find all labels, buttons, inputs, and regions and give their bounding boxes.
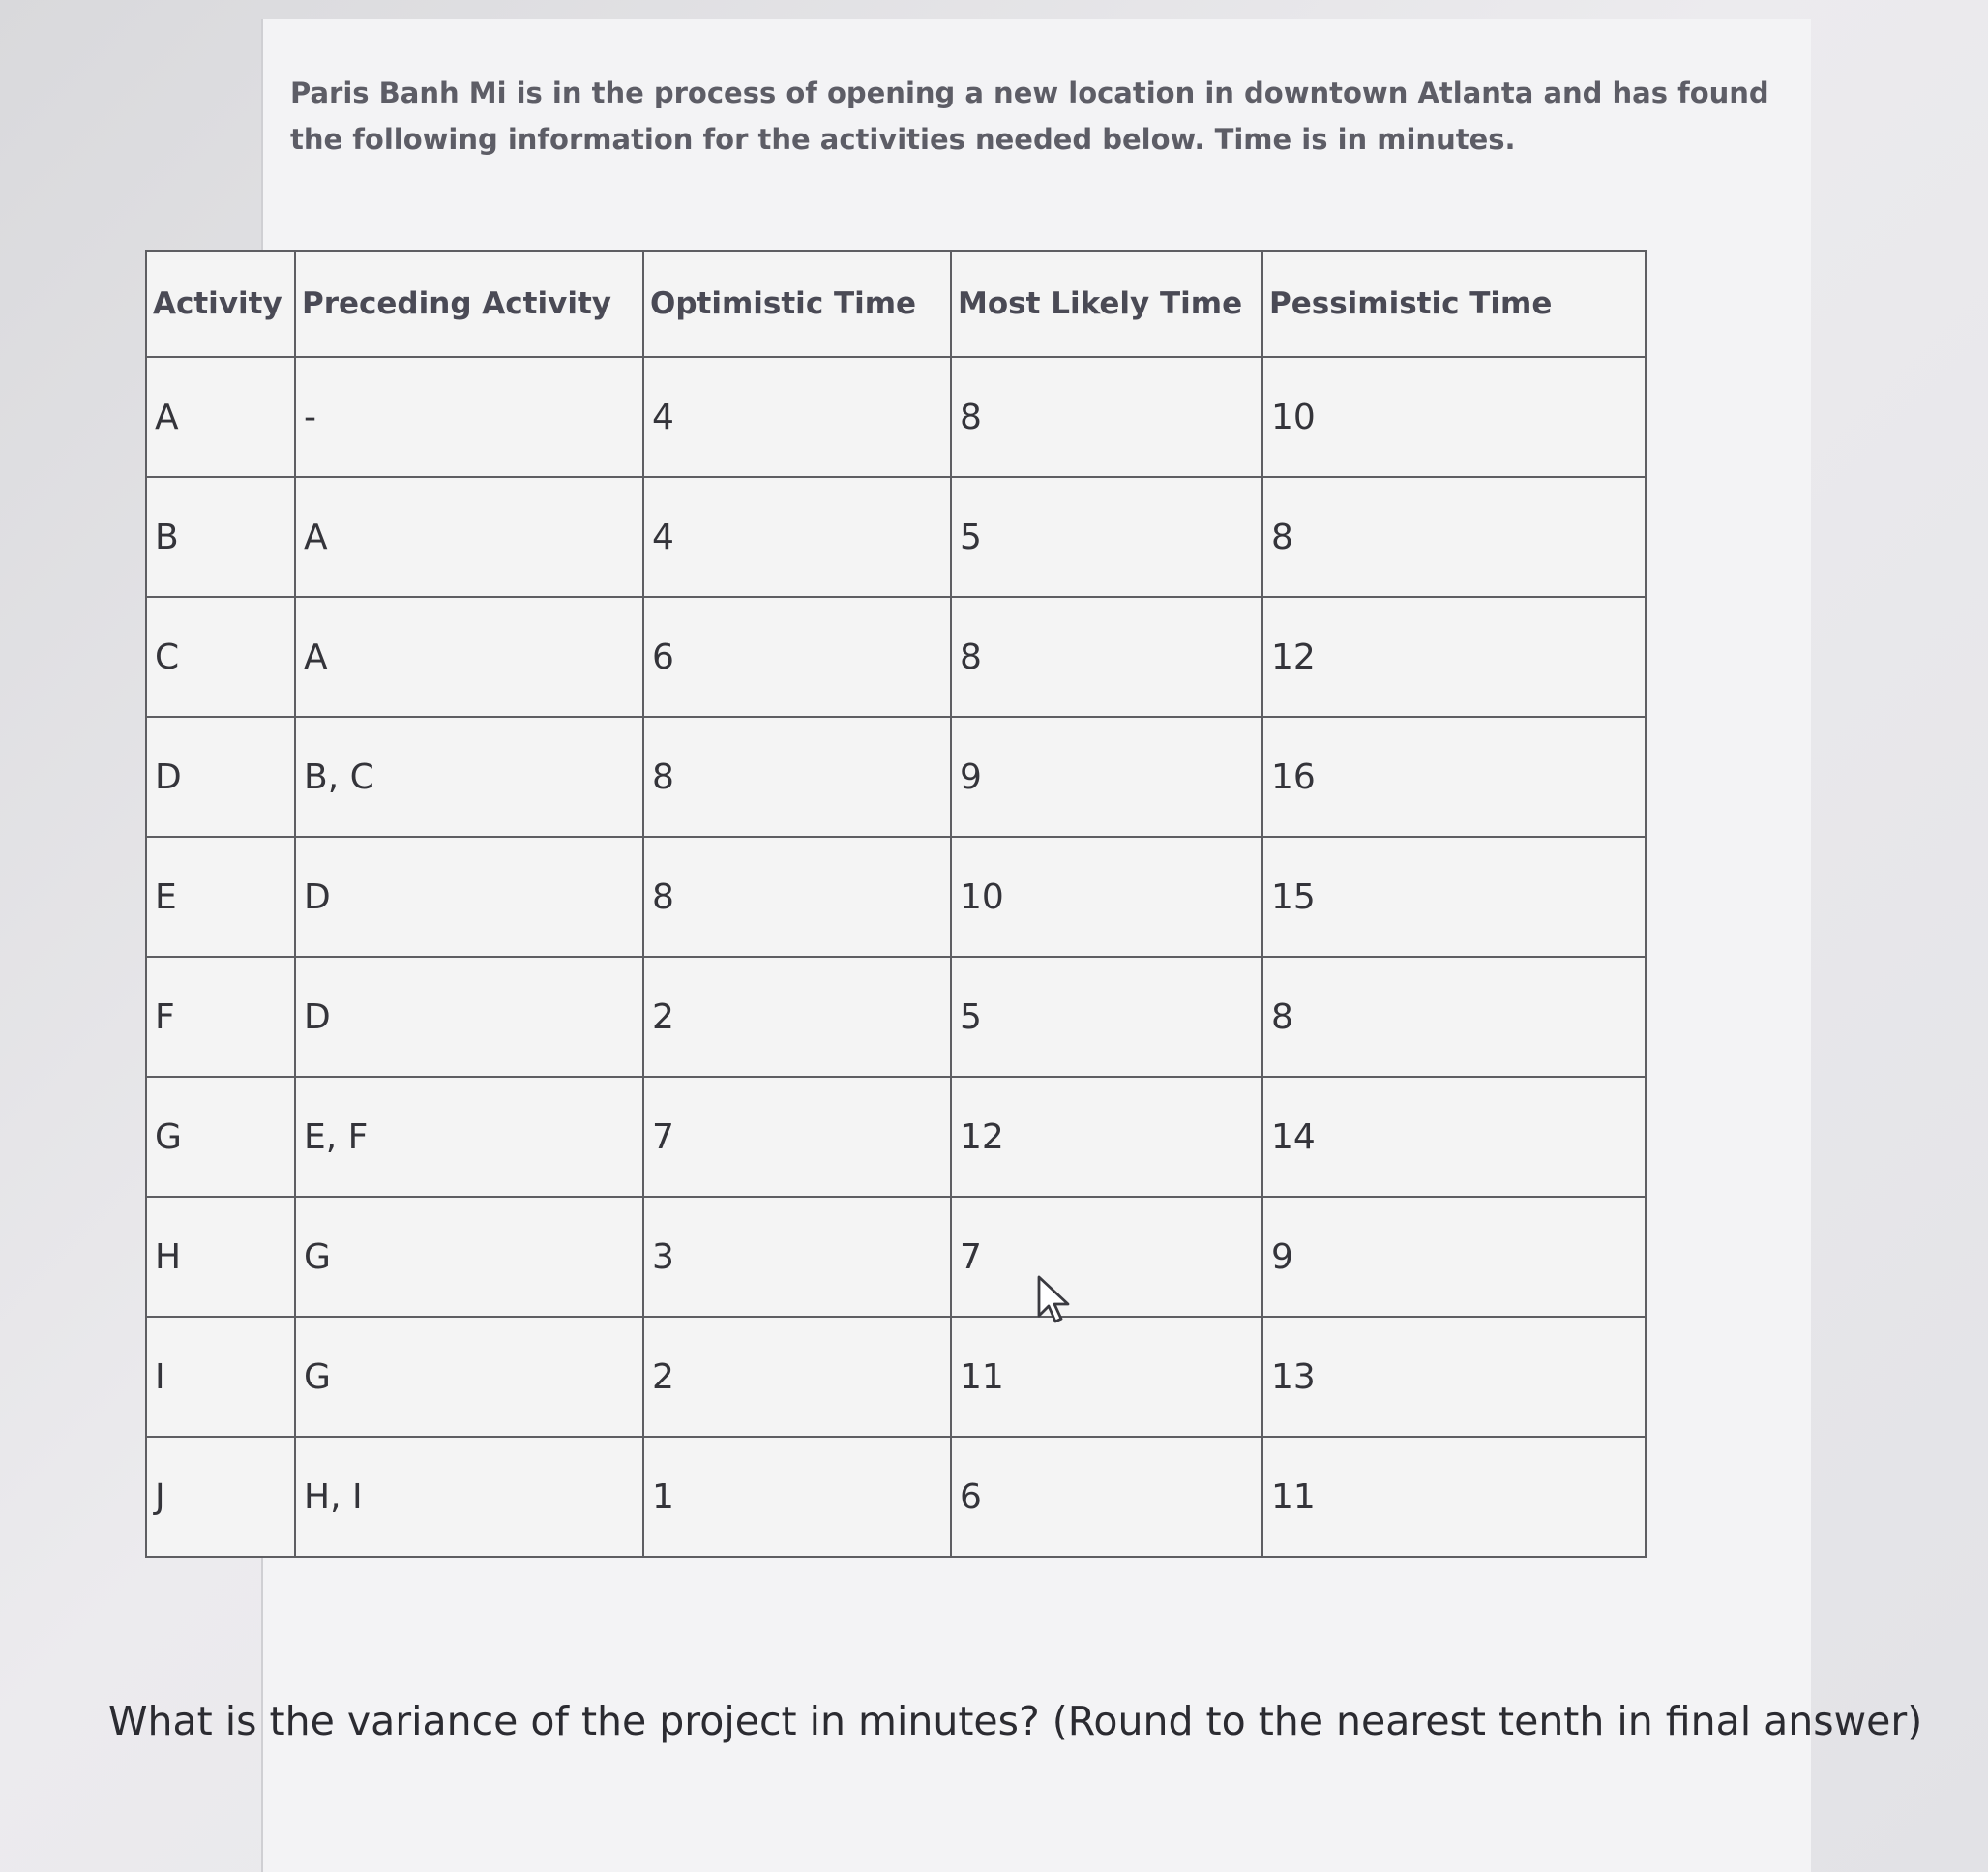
table-row <box>146 477 1646 597</box>
table-row <box>146 837 1646 957</box>
header-pessimistic-time: Pessimistic Time <box>1262 251 1646 357</box>
header-preceding-activity: Preceding Activity <box>295 251 643 357</box>
cell-most-likely: 7 <box>951 1197 1262 1317</box>
table-row <box>146 1317 1646 1437</box>
cell-most-likely: 5 <box>951 477 1262 597</box>
table-row <box>146 1437 1646 1557</box>
table-row <box>146 1197 1646 1317</box>
cell-activity: E <box>146 837 295 957</box>
cell-preceding: A <box>295 477 643 597</box>
activity-table <box>145 250 1647 1558</box>
cell-most-likely: 12 <box>951 1077 1262 1197</box>
cell-activity: B <box>146 477 295 597</box>
cell-most-likely: 10 <box>951 837 1262 957</box>
table-row <box>146 1077 1646 1197</box>
cell-pessimistic: 15 <box>1262 837 1646 957</box>
cell-preceding: - <box>295 357 643 477</box>
question-text: What is the variance of the project in minutes? (Round to the nearest tenth in final answer) <box>108 1698 1923 1744</box>
cell-pessimistic: 8 <box>1262 957 1646 1077</box>
cell-most-likely: 5 <box>951 957 1262 1077</box>
cell-optimistic: 8 <box>643 717 951 837</box>
cell-optimistic: 2 <box>643 957 951 1077</box>
header-activity: Activity <box>146 251 295 357</box>
cell-activity: H <box>146 1197 295 1317</box>
cell-optimistic: 6 <box>643 597 951 717</box>
cell-preceding: G <box>295 1197 643 1317</box>
cell-most-likely: 9 <box>951 717 1262 837</box>
cell-activity: G <box>146 1077 295 1197</box>
cell-pessimistic: 16 <box>1262 717 1646 837</box>
table-row <box>146 957 1646 1077</box>
cell-optimistic: 3 <box>643 1197 951 1317</box>
cell-optimistic: 8 <box>643 837 951 957</box>
cell-activity: J <box>146 1437 295 1557</box>
cell-activity: A <box>146 357 295 477</box>
cell-pessimistic: 13 <box>1262 1317 1646 1437</box>
cell-optimistic: 4 <box>643 477 951 597</box>
cell-optimistic: 2 <box>643 1317 951 1437</box>
cell-pessimistic: 11 <box>1262 1437 1646 1557</box>
cell-preceding: E, F <box>295 1077 643 1197</box>
cell-activity: C <box>146 597 295 717</box>
cell-preceding: D <box>295 957 643 1077</box>
cell-preceding: G <box>295 1317 643 1437</box>
cell-preceding: H, I <box>295 1437 643 1557</box>
cell-preceding: D <box>295 837 643 957</box>
table-row <box>146 717 1646 837</box>
problem-intro-text: Paris Banh Mi is in the process of opening a new location in downtown Atlanta and has found the following information for the activities needed below. Time is in minutes. <box>290 76 1769 156</box>
header-optimistic-time: Optimistic Time <box>643 251 951 357</box>
table-row <box>146 597 1646 717</box>
arrow-cursor-icon <box>1037 1275 1076 1329</box>
cell-activity: I <box>146 1317 295 1437</box>
cell-optimistic: 4 <box>643 357 951 477</box>
cell-optimistic: 1 <box>643 1437 951 1557</box>
table-row <box>146 357 1646 477</box>
cell-pessimistic: 9 <box>1262 1197 1646 1317</box>
cell-most-likely: 8 <box>951 597 1262 717</box>
header-most-likely-time: Most Likely Time <box>951 251 1262 357</box>
cell-activity: D <box>146 717 295 837</box>
cell-pessimistic: 12 <box>1262 597 1646 717</box>
cell-preceding: A <box>295 597 643 717</box>
cell-optimistic: 7 <box>643 1077 951 1197</box>
cell-most-likely: 11 <box>951 1317 1262 1437</box>
cell-most-likely: 8 <box>951 357 1262 477</box>
cell-activity: F <box>146 957 295 1077</box>
table-header-row <box>146 251 1646 357</box>
cell-most-likely: 6 <box>951 1437 1262 1557</box>
cell-pessimistic: 8 <box>1262 477 1646 597</box>
cell-pessimistic: 10 <box>1262 357 1646 477</box>
cell-pessimistic: 14 <box>1262 1077 1646 1197</box>
cell-preceding: B, C <box>295 717 643 837</box>
